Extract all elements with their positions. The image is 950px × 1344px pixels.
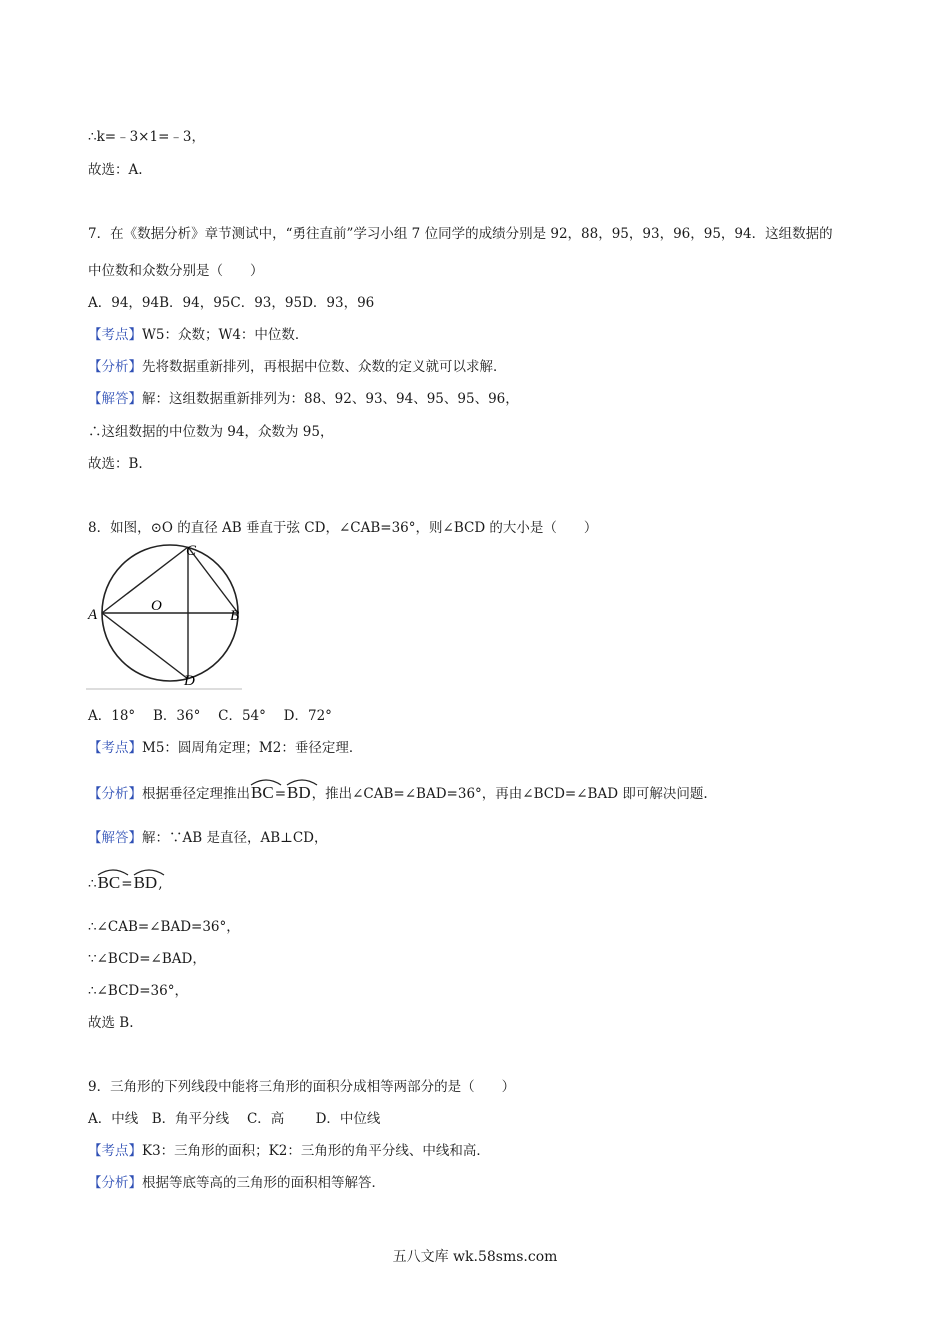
question-8-kaodian: 【考点】M5：圆周角定理；M2：垂径定理． xyxy=(88,740,363,756)
question-7-fenxi: 【分析】先将数据重新排列，再根据中位数、众数的定义就可以求解． xyxy=(88,359,507,375)
label-a: A xyxy=(88,607,98,623)
kaodian-tag: 【考点】 xyxy=(88,1143,142,1159)
jieda-tag: 【解答】 xyxy=(88,830,142,846)
question-7-options: A．94，94B．94，95C．93，95D．93，96 xyxy=(88,295,375,311)
arc-bc: BC xyxy=(251,784,274,802)
question-7-stem: 7．在《数据分析》章节测试中，“勇往直前”学习小组 7 位同学的成绩分别是 92，88，95，93，96，95，94．这组数据的 xyxy=(88,226,833,242)
arc-mark xyxy=(249,777,283,787)
question-8-options: A．18° B．36° C．54° D．72° xyxy=(88,708,332,724)
question-9-kaodian: 【考点】K3：三角形的面积；K2：三角形的角平分线、中线和高． xyxy=(88,1143,490,1159)
label-b: B xyxy=(230,608,240,624)
kaodian-tag: 【考点】 xyxy=(88,740,142,756)
text-line: 故选：B. xyxy=(88,456,143,472)
text-line: ∵∠BCD=∠BAD， xyxy=(88,951,206,967)
arc-mark xyxy=(96,867,130,877)
question-8-jieda: 【解答】解：∵AB 是直径，AB⊥CD， xyxy=(88,830,328,846)
text-line: ∴∠BCD=36°， xyxy=(88,983,188,999)
text-line: ∴k=﹣3×1=﹣3， xyxy=(88,129,205,145)
question-7-kaodian: 【考点】W5：众数；W4：中位数． xyxy=(88,327,309,343)
circle-figure xyxy=(84,540,254,692)
question-9-fenxi: 【分析】根据等底等高的三角形的面积相等解答． xyxy=(88,1175,385,1191)
segment-ac xyxy=(102,547,188,613)
fenxi-tag: 【分析】 xyxy=(88,359,142,375)
text-line: ∴∠CAB=∠BAD=36°， xyxy=(88,919,240,935)
label-o: O xyxy=(151,598,162,614)
arc-mark xyxy=(285,777,319,787)
jieda-tag: 【解答】 xyxy=(88,391,142,407)
text-line: ∴这组数据的中位数为 94，众数为 95， xyxy=(88,424,334,440)
question-8-fenxi: 【分析】根据垂径定理推出 BC= BD，推出∠CAB=∠BAD=36°，再由∠BCD=∠BAD 即可解决问题. xyxy=(88,784,708,803)
question-7-jieda: 【解答】解：这组数据重新排列为：88、92、93、94、95、95、96， xyxy=(88,391,519,407)
arc-bd: BD xyxy=(287,784,311,802)
arc-equality-line: ∴ BC= BD, xyxy=(88,874,163,893)
arc-bd: BD xyxy=(134,874,158,892)
kaodian-tag: 【考点】 xyxy=(88,327,142,343)
label-c: C xyxy=(186,543,197,559)
text-line: 故选 B. xyxy=(88,1015,134,1031)
question-8-stem: 8．如图，⊙O 的直径 AB 垂直于弦 CD，∠CAB=36°，则∠BCD 的大小是（ ） xyxy=(88,520,598,536)
fenxi-tag: 【分析】 xyxy=(88,1175,142,1191)
arc-mark xyxy=(132,867,166,877)
question-9-stem: 9．三角形的下列线段中能将三角形的面积分成相等两部分的是（ ） xyxy=(88,1079,516,1095)
segment-ad xyxy=(102,613,188,679)
question-7-stem-cont: 中位数和众数分别是（ ） xyxy=(88,263,264,279)
footer-watermark: 五八文库 wk.58sms.com xyxy=(392,1249,558,1265)
fenxi-tag: 【分析】 xyxy=(88,786,142,802)
label-d: D xyxy=(184,673,195,689)
question-9-options: A．中线 B．角平分线 C．高 D．中位线 xyxy=(88,1111,381,1127)
text-line: 故选：A. xyxy=(88,162,143,178)
arc-bc: BC xyxy=(98,874,121,892)
